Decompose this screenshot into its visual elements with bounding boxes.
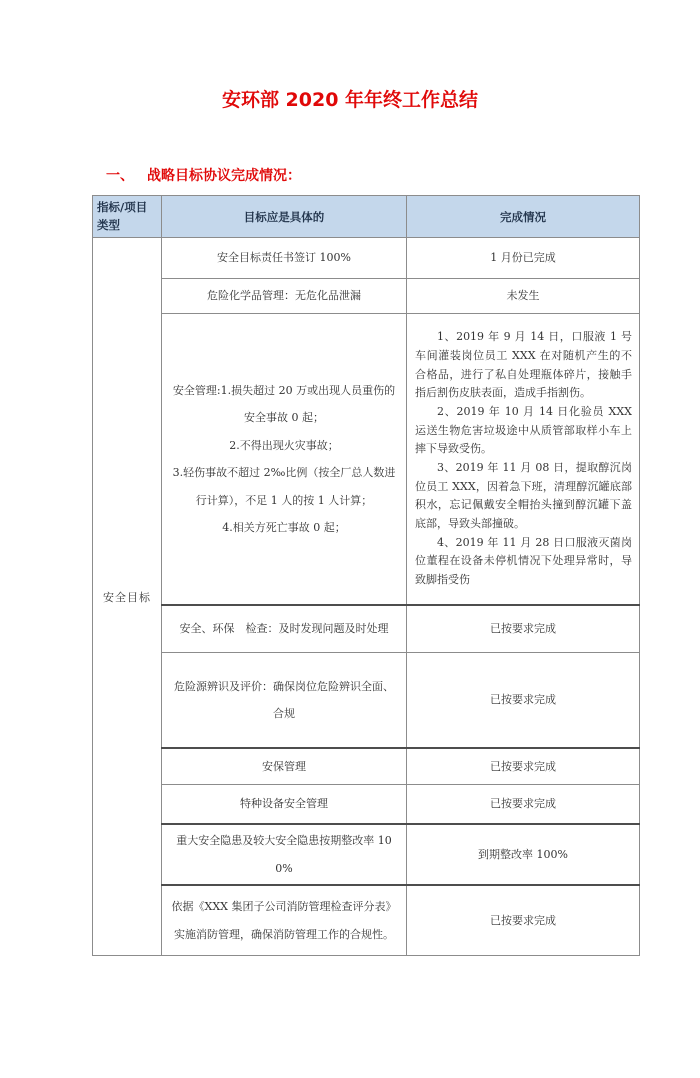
goal-cell: 安保管理 — [162, 748, 407, 785]
goal-cell: 特种设备安全管理 — [162, 785, 407, 825]
header-goal-specific: 目标应是具体的 — [162, 196, 407, 238]
goal-cell: 重大安全隐患及较大安全隐患按期整改率 100% — [162, 824, 407, 885]
status-cell: 已按要求完成 — [407, 653, 640, 749]
goal-item: 2.不得出现火灾事故； — [229, 438, 339, 452]
goal-cell: 安全、环保 检查：及时发现问题及时处理 — [162, 605, 407, 653]
status-cell: 已按要求完成 — [407, 605, 640, 653]
table-row — [93, 653, 640, 749]
goal-cell: 依据《XXX 集团子公司消防管理检查评分表》实施消防管理，确保消防管理工作的合规性。 — [162, 885, 407, 956]
table-row — [93, 748, 640, 785]
goal-item: 4.相关方死亡事故 0 起； — [222, 521, 346, 534]
status-cell: 已按要求完成 — [407, 748, 640, 785]
status-item: 3、2019 年 11 月 08 日，提取醇沉岗位员工 XXX，因着急下班，清理醇沉罐底部积水，忘记佩戴安全帽抬头撞到醇沉罐下盖底部，导致头部撞破。 — [415, 461, 632, 531]
goal-cell: 危险化学品管理：无危化品泄漏 — [162, 279, 407, 314]
table-row — [93, 885, 640, 956]
status-cell: 已按要求完成 — [407, 785, 640, 825]
status-cell — [407, 314, 640, 606]
goal-item: 安全管理:1.损失超过 20 万或出现人员重伤的安全事故 0 起； — [172, 383, 396, 424]
header-completion-status: 完成情况 — [407, 196, 640, 238]
table-row — [93, 824, 640, 885]
table-header-row — [93, 196, 640, 238]
status-item: 1、2019 年 9 月 14 日，口服液 1 号车间灌装岗位员工 XXX 在对随机产生的不合格品，进行了私自处理瓶体碎片，接触手指后割伤皮肤表面，造成手指割伤。 — [415, 330, 632, 400]
status-cell: 未发生 — [407, 279, 640, 314]
table-row — [93, 279, 640, 314]
table-row — [93, 605, 640, 653]
status-cell: 到期整改率 100% — [407, 824, 640, 885]
section-number: 一、 — [106, 168, 134, 184]
section-title: 战略目标协议完成情况： — [147, 168, 301, 184]
status-cell: 已按要求完成 — [407, 885, 640, 956]
table-row — [93, 238, 640, 279]
section-heading — [106, 166, 700, 186]
goal-cell: 安全目标责任书签订 100% — [162, 238, 407, 279]
document-page — [0, 88, 700, 1078]
strategic-goals-table — [92, 195, 640, 956]
header-indicator-type: 指标/项目类型 — [93, 196, 162, 238]
table-row — [93, 785, 640, 825]
status-item: 4、2019 年 11 月 28 日口服液灭菌岗位董程在设备未停机情况下处理异常时，导致脚指受伤 — [415, 535, 632, 587]
goal-item: 3.轻伤事故不超过 2‰比例（按全厂总人数进行计算），不足 1 人的按 1 人计算； — [172, 466, 396, 507]
table-row — [93, 314, 640, 606]
goal-cell: 危险源辨识及评价：确保岗位危险辨识全面、合规 — [162, 653, 407, 749]
page-title: 安环部 2020 年年终工作总结 — [221, 89, 479, 111]
goal-cell — [162, 314, 407, 606]
status-item: 2、2019 年 10 月 14 日化验员 XXX 运送生物危害垃圾途中从质管部取样小车上摔下导致受伤。 — [415, 404, 632, 456]
status-cell: 1 月份已完成 — [407, 238, 640, 279]
category-cell: 安全目标 — [93, 238, 162, 956]
